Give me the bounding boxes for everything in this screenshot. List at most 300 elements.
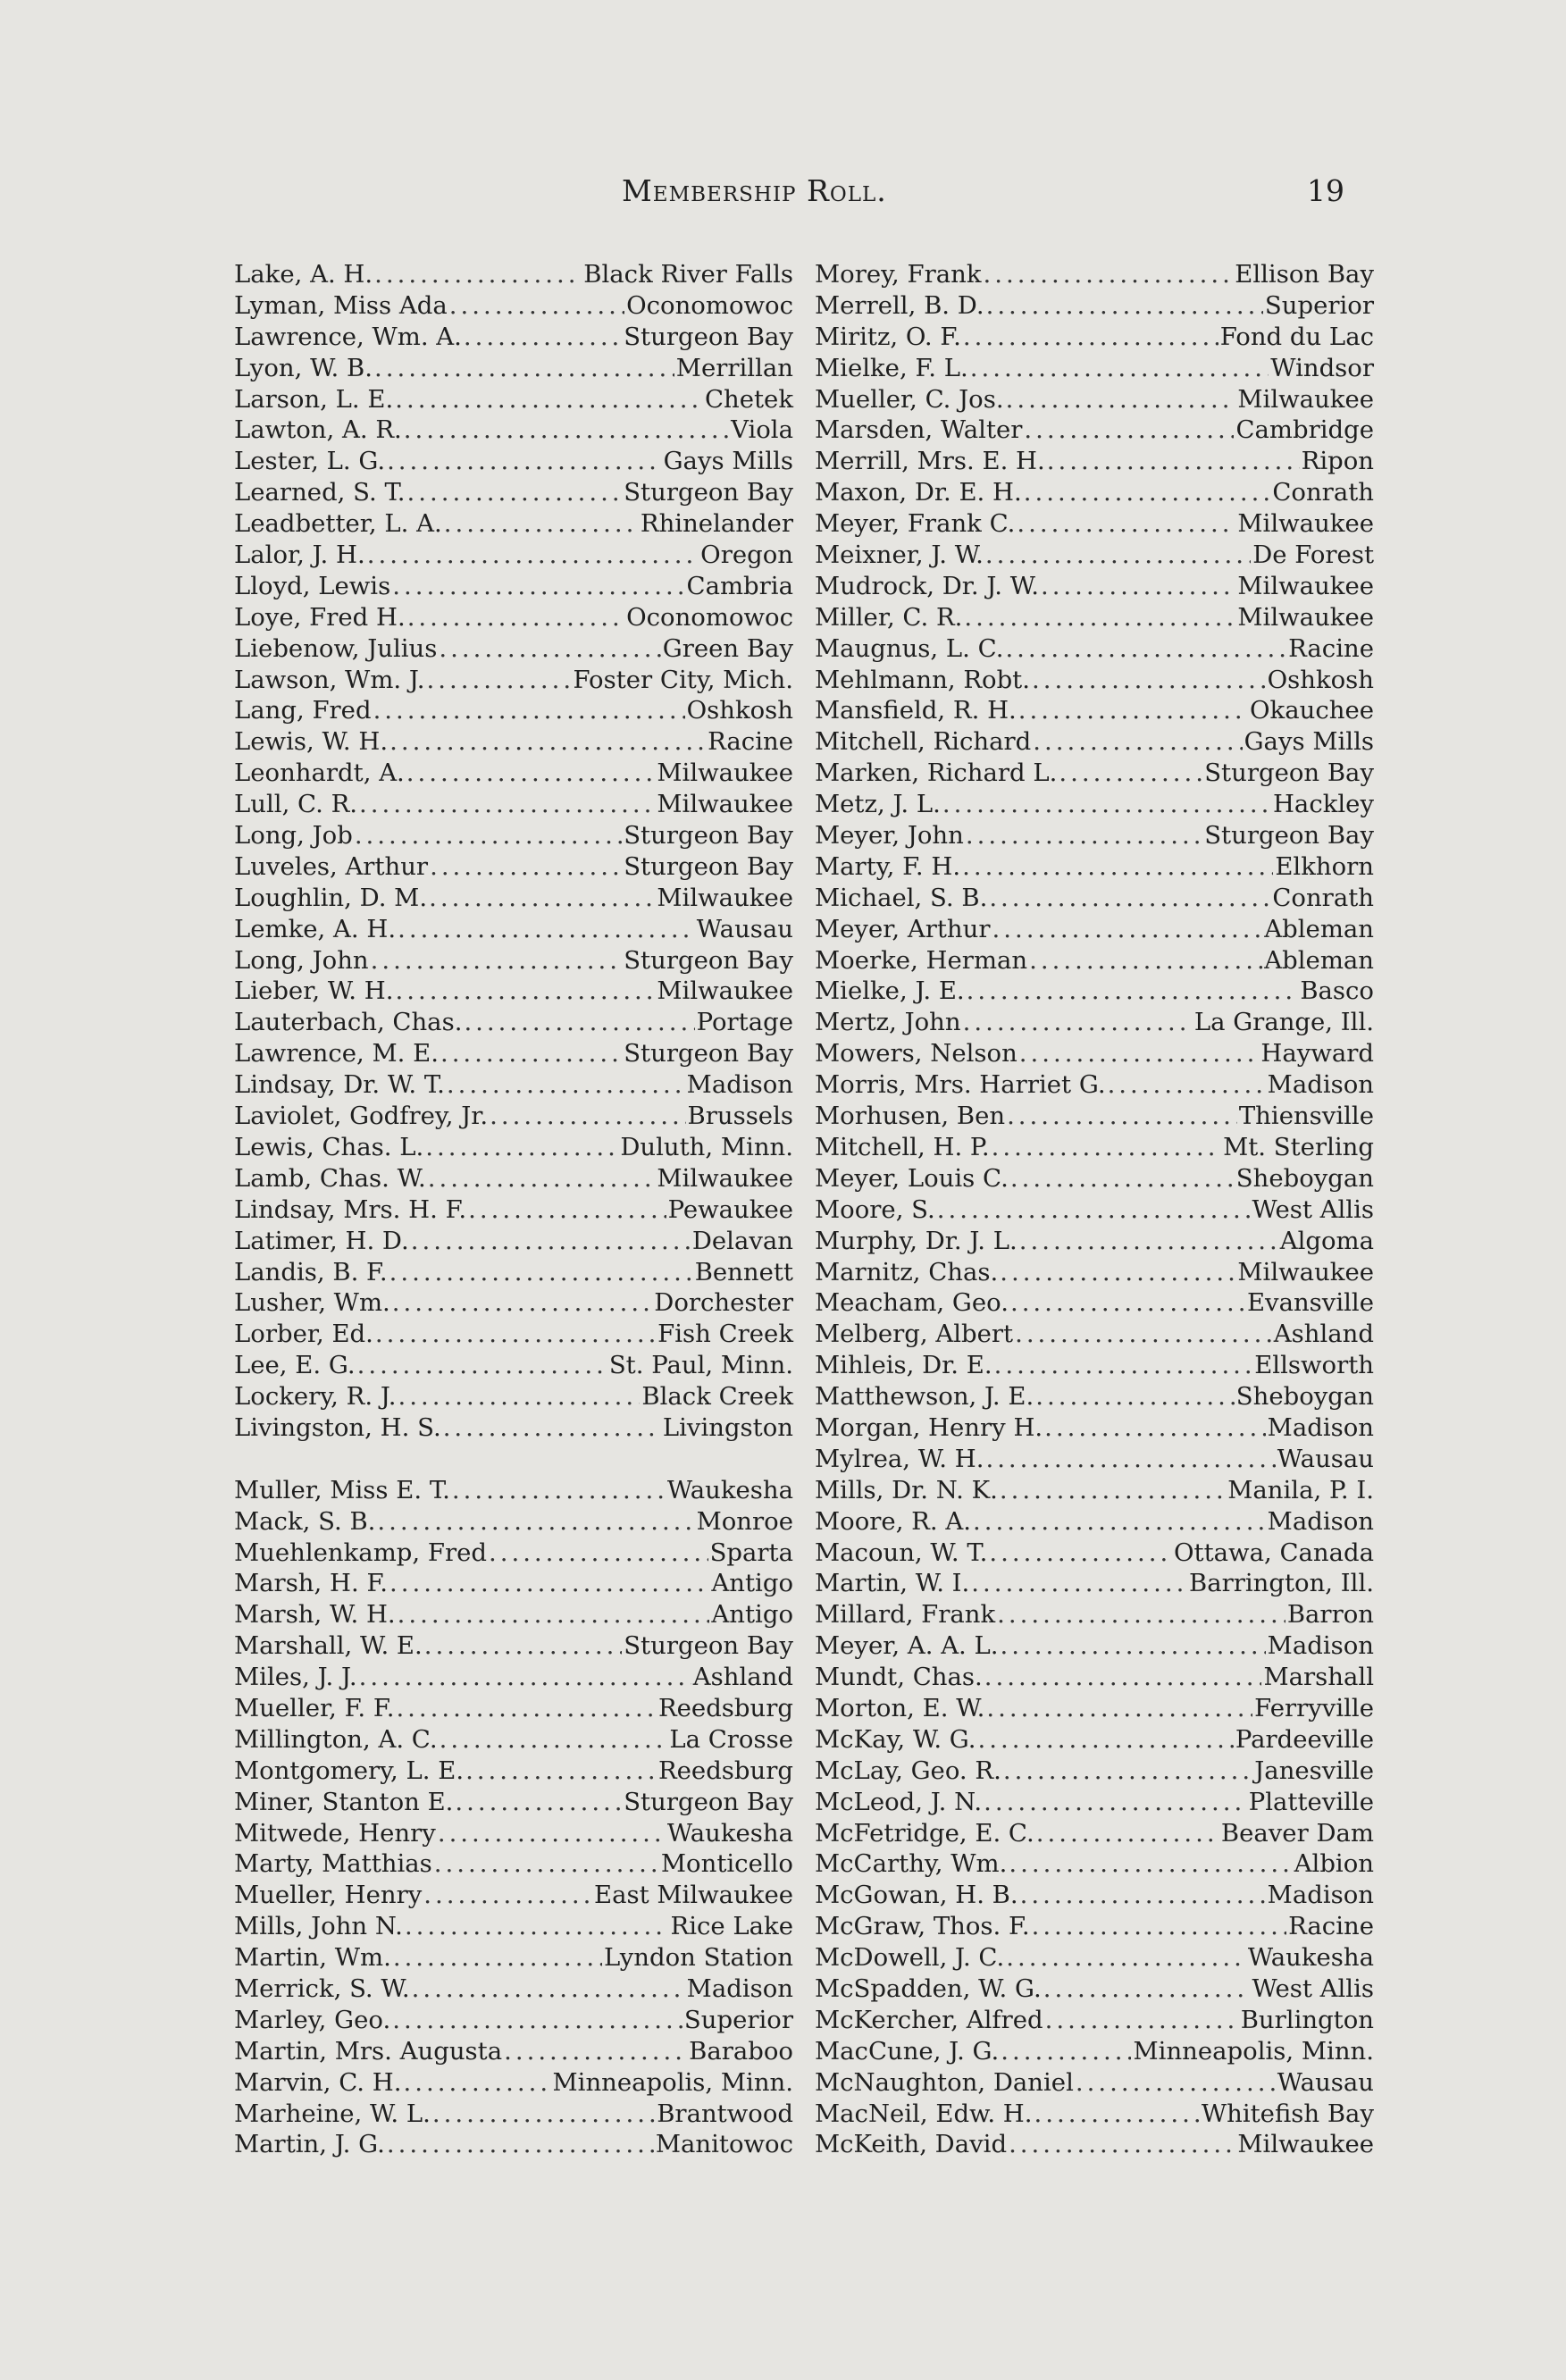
member-name: Loye, Fred H. [234, 602, 406, 632]
member-name: Leonhardt, A. [234, 758, 405, 788]
member-name: Marty, Matthias [234, 1849, 432, 1879]
member-entry [815, 602, 1374, 633]
member-name: Long, Job [234, 821, 353, 851]
member-name: Miner, Stanton E. [234, 1787, 454, 1816]
member-entry [815, 945, 1374, 976]
member-entry [234, 290, 793, 322]
dot-leader [407, 602, 624, 633]
member-name: Lester, L. G. [234, 447, 386, 476]
dot-leader [367, 540, 699, 571]
member-entry [815, 1381, 1374, 1412]
dot-leader [1009, 1848, 1292, 1880]
member-place: Mt. Sterling [1223, 1132, 1374, 1161]
member-place: Racine [1288, 1912, 1374, 1941]
member-place: Reedsburg [657, 1756, 793, 1785]
member-entry [234, 1756, 793, 1787]
member-name: Martin, W. I. [815, 1569, 970, 1598]
dot-leader [997, 1599, 1285, 1630]
member-place: Black River Falls [583, 260, 793, 289]
member-name: Lawrence, Wm. A. [234, 322, 462, 351]
member-entry [815, 1568, 1374, 1599]
member-entry [234, 851, 793, 883]
dot-leader [490, 1101, 685, 1132]
member-name: Lorber, Ed. [234, 1320, 373, 1349]
member-name: Lawson, Wm. J. [234, 665, 425, 694]
member-name: Mitwede, Henry [234, 1818, 436, 1848]
member-place: Milwaukee [1237, 384, 1374, 414]
page-number: 19 [1307, 173, 1344, 208]
member-entry [234, 665, 793, 696]
member-entry [815, 2099, 1374, 2130]
member-place: Fond du Lac [1219, 322, 1374, 351]
member-place: La Crosse [669, 1724, 793, 1754]
dot-leader [424, 1630, 622, 1662]
page-header [622, 173, 1344, 213]
member-name: Marheine, W. L. [234, 2099, 431, 2128]
member-place: Black Creek [641, 1382, 793, 1412]
member-place: Livingston [662, 1412, 793, 1442]
member-entry [815, 1226, 1374, 1257]
member-name: Lusher, Wm. [234, 1288, 390, 1318]
member-place: Wausau [1277, 2067, 1374, 2097]
member-entry [234, 1350, 793, 1381]
member-name: Landis, B. F. [234, 1257, 388, 1286]
member-name: Mack, S. B. [234, 1506, 376, 1536]
member-entry [234, 758, 793, 789]
member-entry [234, 2005, 793, 2036]
member-name: Morey, Frank [815, 260, 982, 289]
dot-leader [464, 1007, 694, 1038]
member-name: Lull, C. R. [234, 790, 358, 819]
dot-leader [989, 1538, 1172, 1569]
dot-leader [449, 290, 624, 322]
member-place: Dorchester [654, 1288, 793, 1318]
dot-leader [395, 976, 655, 1007]
member-name: Mansfield, R. H. [815, 696, 1017, 725]
member-entry [234, 1880, 793, 1911]
member-entry [815, 1194, 1374, 1226]
dot-leader [1024, 415, 1234, 446]
member-place: Foster City, Mich. [573, 665, 793, 694]
member-entry [815, 914, 1374, 945]
member-name: Miles, J. J. [234, 1663, 357, 1692]
member-name: McGowan, H. B. [815, 1881, 1018, 1910]
member-name: McDowell, J. C. [815, 1943, 1005, 1973]
member-place: St. Paul, Minn. [608, 1351, 793, 1380]
member-place: Ableman [1264, 945, 1374, 975]
member-entry [815, 1662, 1374, 1693]
dot-leader [1010, 1287, 1245, 1319]
member-name: Murphy, Dr. J. L. [815, 1226, 1017, 1255]
member-place: De Forest [1252, 541, 1374, 570]
member-entry [234, 1475, 793, 1506]
member-entry [234, 384, 793, 415]
dot-leader [984, 259, 1234, 290]
member-name: Lockery, R. J. [234, 1382, 397, 1412]
member-entry [815, 1787, 1374, 1818]
member-entry [815, 1724, 1374, 1756]
member-place: Chetek [704, 384, 793, 414]
member-place: Hayward [1260, 1039, 1374, 1068]
member-name: Millington, A. C. [234, 1724, 438, 1754]
member-name: Meyer, Frank C. [815, 509, 1016, 539]
member-place: Oconomowoc [626, 602, 793, 632]
member-name: Miritz, O. F. [815, 322, 961, 351]
member-place: Madison [1267, 1631, 1374, 1661]
member-place: Milwaukee [657, 790, 793, 819]
member-name: Melberg, Albert [815, 1320, 1014, 1349]
dot-leader [971, 1568, 1187, 1599]
member-place: Oshkosh [1267, 665, 1374, 694]
member-name: Mylrea, W. H. [815, 1444, 984, 1473]
member-name: MacNeil, Edw. H. [815, 2099, 1033, 2128]
member-entry [234, 353, 793, 384]
member-entry [815, 1350, 1374, 1381]
member-name: Livingston, H. S. [234, 1412, 441, 1442]
dot-leader [355, 820, 622, 851]
member-entry [234, 695, 793, 726]
member-place: Sturgeon Bay [624, 478, 793, 507]
member-place: Okauchee [1250, 696, 1374, 725]
dot-leader [438, 1818, 666, 1849]
member-entry [234, 1101, 793, 1132]
member-entry [815, 1880, 1374, 1911]
member-entry [234, 820, 793, 851]
member-name: Morton, E. W. [815, 1693, 985, 1722]
member-entry [815, 1444, 1374, 1475]
member-name: Lewis, Chas. L. [234, 1132, 424, 1161]
member-place: Waukesha [666, 1475, 793, 1504]
member-place: Baraboo [689, 2036, 793, 2066]
dot-leader [1041, 571, 1235, 602]
member-place: Lyndon Station [603, 1943, 793, 1973]
dot-leader [989, 883, 1270, 914]
member-name: Maugnus, L. C. [815, 633, 1004, 663]
member-name: McFetridge, E. C. [815, 1818, 1034, 1848]
member-entry [234, 2099, 793, 2130]
dot-leader [984, 1787, 1247, 1818]
member-place: Oconomowoc [626, 290, 793, 320]
member-entry [234, 602, 793, 633]
member-place: Madison [1267, 1506, 1374, 1536]
member-place: Madison [1267, 1412, 1374, 1442]
member-entry [234, 1132, 793, 1163]
dot-leader [963, 1007, 1193, 1038]
member-name: Moore, S. [815, 1194, 935, 1224]
dot-leader [392, 571, 684, 602]
member-name: Muller, Miss E. T. [234, 1475, 450, 1504]
member-entry [234, 883, 793, 914]
dot-leader [359, 1662, 691, 1693]
member-entry [815, 1506, 1374, 1538]
member-entry [815, 384, 1374, 415]
member-entry [815, 695, 1374, 726]
member-entry [815, 2036, 1374, 2067]
member-entry [815, 1163, 1374, 1194]
member-entry [234, 1630, 793, 1662]
dot-leader [359, 789, 655, 820]
dot-leader [447, 1069, 685, 1101]
member-place: Burlington [1240, 2005, 1374, 2034]
member-place: Cambria [686, 571, 793, 600]
dot-leader [1017, 508, 1235, 540]
dot-leader [992, 1132, 1221, 1163]
member-name: Merrill, Mrs. E. H. [815, 447, 1045, 476]
member-entry [234, 1038, 793, 1069]
dot-leader [389, 1568, 709, 1599]
member-name: Lewis, W. H. [234, 727, 389, 757]
member-entry [234, 914, 793, 945]
member-place: Marshall [1263, 1663, 1374, 1692]
member-entry [234, 1599, 793, 1630]
dot-leader [1020, 1880, 1266, 1911]
dot-leader [992, 914, 1262, 945]
member-place: Monticello [660, 1849, 793, 1879]
dot-leader [1024, 477, 1271, 508]
member-entry [234, 1848, 793, 1880]
right-column [815, 259, 1374, 2160]
member-name: Lake, A. H. [234, 260, 373, 289]
dot-leader [393, 1942, 602, 1974]
member-entry [815, 508, 1374, 540]
dot-leader [1000, 1257, 1235, 1288]
member-name: Lalor, J. H. [234, 541, 365, 570]
member-entry [815, 1942, 1374, 1974]
member-place: Minneapolis, Minn. [1133, 2036, 1374, 2066]
member-name: McGraw, Thos. F. [815, 1912, 1030, 1941]
dot-leader [465, 1756, 657, 1787]
member-place: Sturgeon Bay [624, 1631, 793, 1661]
member-name: Marley, Geo. [234, 2005, 391, 2034]
member-place: Conrath [1272, 883, 1374, 912]
dot-leader [1018, 695, 1248, 726]
member-entry [815, 1412, 1374, 1444]
member-place: Brussels [687, 1102, 793, 1131]
member-entry [234, 633, 793, 665]
member-place: Ferryville [1254, 1693, 1374, 1722]
dot-leader [392, 2005, 683, 2036]
member-place: Sturgeon Bay [624, 1787, 793, 1816]
member-name: Meixner, J. W. [815, 541, 984, 570]
member-place: Whitefish Bay [1201, 2099, 1374, 2128]
member-place: Delavan [691, 1226, 793, 1255]
dot-leader [392, 1287, 653, 1319]
dot-leader [423, 1880, 592, 1911]
member-entry [234, 477, 793, 508]
dot-leader [1033, 726, 1242, 758]
dot-leader [985, 540, 1251, 571]
member-entry [234, 1226, 793, 1257]
dot-leader [439, 633, 660, 665]
member-name: Lauterbach, Chas. [234, 1008, 463, 1037]
member-name: Marken, Richard L. [815, 758, 1058, 788]
member-name: Meyer, Louis C. [815, 1163, 1009, 1193]
dot-leader [430, 851, 622, 883]
member-name: McKeith, David [815, 2130, 1008, 2159]
member-entry [234, 726, 793, 758]
member-place: Milwaukee [657, 883, 793, 912]
member-name: Millard, Frank [815, 1600, 996, 1630]
dot-leader [978, 1724, 1234, 1756]
dot-leader [395, 384, 703, 415]
member-place: Bennett [694, 1257, 793, 1286]
member-name: McLay, Geo. R. [815, 1756, 1001, 1785]
member-name: Maxon, Dr. E. H. [815, 478, 1022, 507]
dot-leader [963, 322, 1218, 353]
dot-leader [986, 290, 1263, 322]
member-name: Meyer, A. A. L. [815, 1631, 999, 1661]
member-entry [815, 1911, 1374, 1942]
member-entry [815, 1319, 1374, 1350]
member-entry [815, 789, 1374, 820]
dot-leader [1034, 2099, 1200, 2130]
member-entry [234, 2036, 793, 2067]
member-place: Cambridge [1235, 415, 1374, 445]
member-name: Lieber, W. H. [234, 976, 394, 1006]
dot-leader [396, 1693, 657, 1724]
member-place: Rice Lake [670, 1912, 793, 1941]
member-name: MacCune, J. G. [815, 2036, 1000, 2066]
member-entry [815, 1101, 1374, 1132]
member-name: Mueller, C. Jos. [815, 384, 1004, 414]
member-place: Madison [686, 1974, 793, 2003]
member-name: Meyer, Arthur [815, 914, 991, 943]
member-place: Sturgeon Bay [624, 945, 793, 975]
member-place: Sturgeon Bay [624, 821, 793, 851]
member-name: Lloyd, Lewis [234, 571, 391, 600]
member-place: Ellsworth [1254, 1351, 1374, 1380]
member-place: Sheboygan [1235, 1382, 1374, 1412]
member-place: Algoma [1279, 1226, 1374, 1255]
member-entry [234, 1568, 793, 1599]
member-entry [234, 1787, 793, 1818]
member-entry [234, 1319, 793, 1350]
member-name: Mielke, J. E. [815, 976, 965, 1006]
dot-leader [1007, 1101, 1237, 1132]
member-place: Rhinelander [640, 509, 793, 539]
dot-leader [1032, 1911, 1287, 1942]
member-place: Milwaukee [1237, 602, 1374, 632]
dot-leader [1019, 1226, 1278, 1257]
member-name: Marty, F. H. [815, 851, 961, 881]
member-name: Mitchell, Richard [815, 727, 1032, 757]
member-entry [815, 571, 1374, 602]
member-name: Laviolet, Godfrey, Jr. [234, 1102, 489, 1131]
member-entry [815, 322, 1374, 353]
member-place: Thiensville [1238, 1102, 1374, 1131]
member-place: Ripon [1301, 447, 1374, 476]
dot-leader [374, 259, 582, 290]
dot-leader [1047, 446, 1300, 477]
member-place: Viola [731, 415, 793, 445]
member-name: Lawton, A. R. [234, 415, 402, 445]
member-name: Merrell, B. D. [815, 290, 984, 320]
member-place: Racine [708, 727, 793, 757]
member-entry [815, 1257, 1374, 1288]
member-entry [234, 540, 793, 571]
member-place: Sturgeon Bay [624, 1039, 793, 1068]
dot-leader [1044, 1412, 1265, 1444]
member-place: Pardeeville [1235, 1724, 1374, 1754]
member-entry [815, 2129, 1374, 2160]
member-name: Marshall, W. E. [234, 1631, 423, 1661]
member-place: Waukesha [666, 1818, 793, 1848]
dot-leader [374, 353, 674, 384]
member-place: Milwaukee [1237, 571, 1374, 600]
member-name: Mertz, John [815, 1008, 961, 1037]
member-place: Milwaukee [657, 1163, 793, 1193]
member-place: Wausau [1277, 1444, 1374, 1473]
member-place: Merrillan [675, 353, 793, 382]
dot-leader [966, 820, 1202, 851]
member-entry [234, 1069, 793, 1101]
dot-leader [444, 508, 639, 540]
member-name: Lemke, A. H. [234, 914, 397, 943]
member-entry [815, 1848, 1374, 1880]
dot-leader [1006, 1942, 1246, 1974]
member-place: Fish Creek [657, 1320, 793, 1349]
member-name: Martin, Wm. [234, 1943, 391, 1973]
member-entry [234, 2067, 793, 2099]
member-name: Matthewson, J. E. [815, 1382, 1034, 1412]
member-name: Larson, L. E. [234, 384, 394, 414]
member-name: Liebenow, Julius [234, 633, 438, 663]
member-entry [234, 1257, 793, 1288]
member-place: Superior [1264, 290, 1374, 320]
dot-leader [1035, 1381, 1235, 1412]
member-entry [815, 477, 1374, 508]
member-entry [815, 726, 1374, 758]
member-name: Mehlmann, Robt. [815, 665, 1030, 694]
member-name: Long, John [234, 945, 369, 975]
dot-leader [405, 1911, 669, 1942]
member-name: Mitchell, H. P. [815, 1132, 990, 1161]
member-place: Waukesha [1247, 1943, 1374, 1973]
dot-leader [468, 1194, 666, 1226]
member-place: Ellison Bay [1235, 260, 1374, 289]
member-entry [234, 508, 793, 540]
dot-leader [443, 1412, 661, 1444]
member-place: Duluth, Minn. [620, 1132, 793, 1161]
member-name: Martin, J. G. [234, 2130, 385, 2159]
dot-leader [1036, 1818, 1219, 1849]
member-place: Manitowoc [655, 2130, 793, 2159]
member-place: Manila, P. I. [1227, 1475, 1374, 1504]
member-entry [815, 1069, 1374, 1101]
member-entry [234, 1974, 793, 2005]
dot-leader [1000, 1475, 1226, 1506]
member-place: Milwaukee [1237, 2130, 1374, 2159]
member-place: Antigo [711, 1569, 793, 1598]
member-entry [815, 665, 1374, 696]
dot-leader [489, 1538, 708, 1569]
member-place: Brantwood [657, 2099, 793, 2128]
member-place: Madison [686, 1070, 793, 1100]
member-name: Michael, S. B. [815, 883, 988, 912]
dot-leader [432, 2099, 655, 2130]
member-name: Mills, Dr. N. K. [815, 1475, 998, 1504]
member-name: Moerke, Herman [815, 945, 1028, 975]
member-name: Mundt, Chas. [815, 1663, 983, 1692]
member-name: Loughlin, D. M. [234, 883, 428, 912]
dot-leader [986, 1693, 1252, 1724]
dot-leader [389, 1257, 693, 1288]
member-entry [234, 945, 793, 976]
member-place: Janesville [1254, 1756, 1374, 1785]
member-name: Marvin, C. H. [234, 2067, 402, 2097]
member-entry [234, 1662, 793, 1693]
member-place: Reedsburg [657, 1693, 793, 1722]
